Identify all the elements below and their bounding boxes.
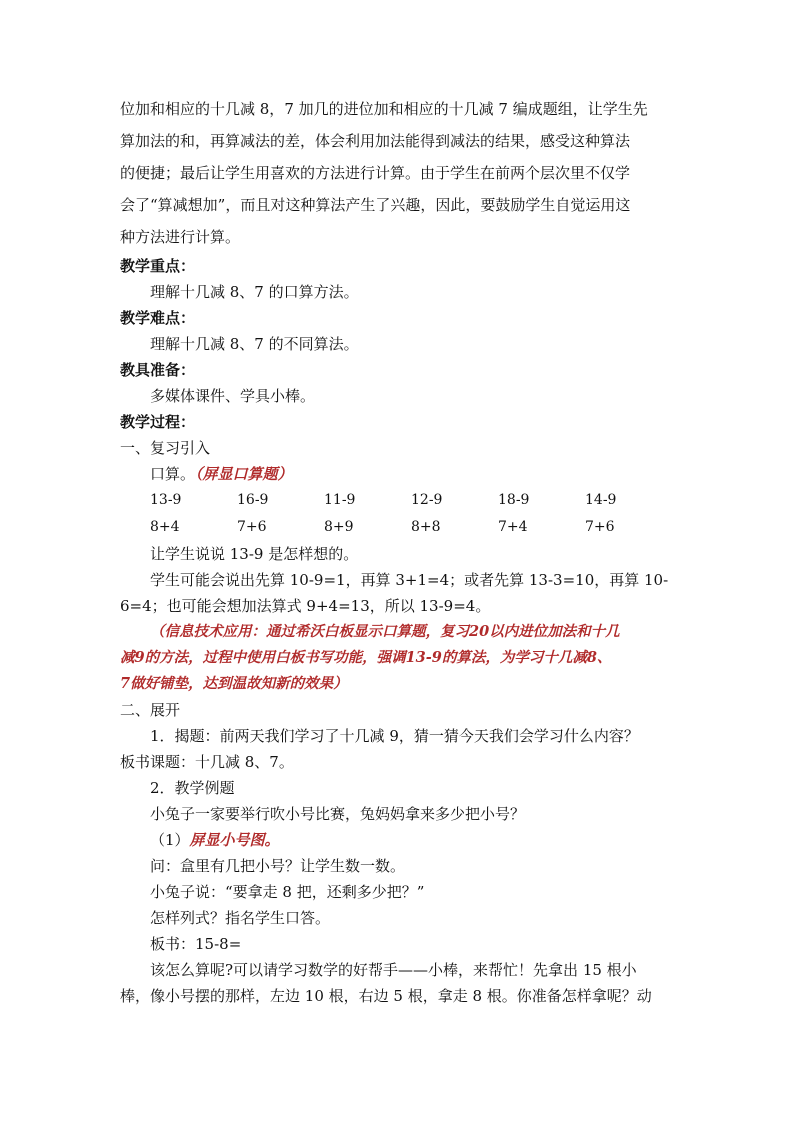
how-formula: 怎样列式？指名学生口答。 [150,909,331,927]
method-line-1: 该怎么算呢?可以请学习数学的好帮手——小棒，来帮忙！先拿出 15 根小 [150,961,637,979]
method-line-2: 棒，像小号摆的那样，左边 10 根，右边 5 根，拿走 8 根。你准备怎样拿呢？动 [120,987,652,1005]
tech-note-line-1: （信息技术应用：通过希沃白板显示口算题，复习20以内进位加法和十几 [150,623,620,640]
oral-item: 7+6 [237,519,267,535]
answer-line-1: 学生可能会说出先算 10-9=1，再算 3+1=4；或者先算 13-3=10，再算 10- [150,571,669,589]
oral-row-2 [120,514,680,541]
oral-item: 14-9 [585,492,617,508]
oral-line [120,461,680,487]
tech-note-line-3: 7做好铺垫，达到温故知新的效果） [120,675,348,692]
oral-item: 11-9 [324,492,356,508]
example-title: 2．教学例题 [150,779,235,797]
difficulty-text: 理解十几减 8、7 的不同算法。 [150,335,359,353]
example-text: 小兔子一家要举行吹小号比赛，兔妈妈拿来多少把小号？ [150,805,526,823]
difficulty-heading: 教学难点： [120,309,196,327]
step1-note: 屏显小号图。 [189,831,280,849]
oral-row-1 [120,487,680,514]
oral-item: 7+4 [498,519,528,535]
oral-item: 8+9 [324,519,354,535]
section2-title: 二、展开 [120,701,181,719]
oral-item: 7+6 [585,519,615,535]
rabbit-says: 小兔子说：“要拿走 8 把，还剩多少把？” [150,883,425,901]
question-1: 问：盒里有几把小号？让学生数一数。 [150,857,406,875]
intro-line-2: 算加法的和，再算减法的差，体会利用加法能得到减法的结果，感受这种算法 [120,132,631,150]
tools-text: 多媒体课件、学具小棒。 [150,387,316,405]
oral-item: 8+4 [150,519,180,535]
oral-note: （屏显口算题） [195,465,293,483]
reveal-line-2: 板书课题：十几减 8、7。 [120,753,294,771]
tools-heading: 教具准备： [120,361,196,379]
intro-line-1: 位加和相应的十几减 8，7 加几的进位加和相应的十几减 7 编成题组，让学生先 [120,100,648,118]
process-heading: 教学过程： [120,413,196,431]
oral-item: 13-9 [150,492,182,508]
step1-label: （1） [150,831,190,849]
step1-line [120,827,680,853]
oral-label: 口算。 [150,465,196,483]
ask-text: 让学生说说 13-9 是怎样想的。 [150,545,359,563]
intro-line-5: 种方法进行计算。 [120,228,241,246]
board-text: 板书：15-8= [150,935,242,953]
oral-item: 16-9 [237,492,269,508]
key-point-heading: 教学重点： [120,257,196,275]
key-point-text: 理解十几减 8、7 的口算方法。 [150,283,359,301]
answer-line-2: 6=4；也可能会想加法算式 9+4=13，所以 13-9=4。 [120,597,491,615]
oral-item: 8+8 [411,519,441,535]
intro-line-3: 的便捷；最后让学生用喜欢的方法进行计算。由于学生在前两个层次里不仅学 [120,164,631,182]
document-page [120,93,680,1009]
tech-note-line-2: 减9的方法，过程中使用白板书写功能，强调13-9的算法，为学习十几减8、 [120,649,612,666]
reveal-line-1: 1．揭题：前两天我们学习了十几减 9，猜一猜今天我们会学习什么内容？ [150,727,639,745]
section1-title: 一、复习引入 [120,439,211,457]
intro-line-4: 会了“算减想加”，而且对这种算法产生了兴趣，因此，要鼓励学生自觉运用这 [120,196,631,214]
oral-item: 12-9 [411,492,443,508]
oral-item: 18-9 [498,492,530,508]
